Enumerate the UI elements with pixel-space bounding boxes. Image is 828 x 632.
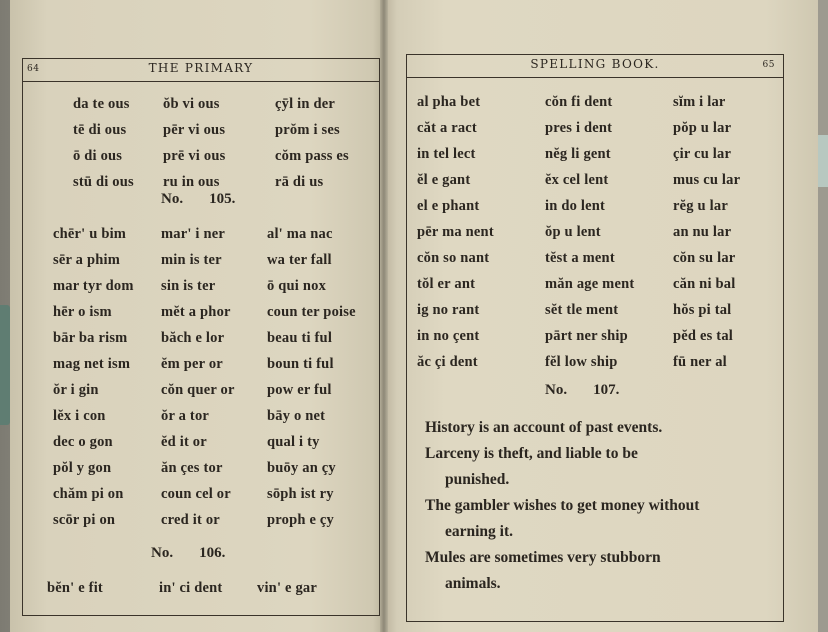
spelling-word: ru in ous [163, 174, 220, 190]
spelling-word: bār ba rism [53, 330, 128, 346]
spelling-word: mar' i ner [161, 226, 226, 242]
left-page-header [23, 59, 379, 82]
spelling-word: buōy an çy [267, 460, 336, 476]
section-label: No. [545, 382, 568, 398]
spelling-word: vin' e gar [257, 580, 317, 596]
spelling-word: tŏl er ant [417, 276, 476, 292]
right-page [384, 0, 818, 632]
word-column [53, 221, 161, 533]
spelling-word: hŏs pi tal [673, 302, 732, 318]
sentence-line: The gambler wishes to get money without [425, 497, 700, 514]
spelling-word: pēr vi ous [163, 122, 226, 138]
sentence-line-continued: punished. [445, 471, 510, 488]
word-column [159, 575, 257, 601]
spelling-word: sēr a phim [53, 252, 120, 268]
spelling-word: mus cu lar [673, 172, 741, 188]
spelling-word: coun ter poise [267, 304, 356, 320]
running-head: SPELLING BOOK. [530, 57, 660, 71]
spelling-word: mar tyr dom [53, 278, 134, 294]
sentence [425, 415, 781, 441]
spelling-word: chēr' u bim [53, 226, 127, 242]
spelling-word: cŏn quer or [161, 382, 235, 398]
left-page [10, 0, 384, 632]
spelling-word: ăn çes tor [161, 460, 223, 476]
running-head: THE PRIMARY [148, 61, 254, 75]
spelling-word: rĕg u lar [673, 198, 728, 214]
spelling-word: bāy o net [267, 408, 326, 424]
spelling-word: sĕt tle ment [545, 302, 619, 318]
spelling-word: al pha bet [417, 94, 481, 110]
spelling-word: ŏr a tor [161, 408, 210, 424]
spelling-word: ĕm per or [161, 356, 223, 372]
spelling-word: in tel lect [417, 146, 476, 162]
spelling-word: lĕx i con [53, 408, 106, 424]
sentence [425, 441, 781, 493]
spelling-word: fĕl low ship [545, 354, 618, 370]
spelling-word: da te ous [73, 96, 130, 112]
word-list-block-1 [417, 89, 773, 375]
spelling-word: pĕd es tal [673, 328, 733, 344]
spelling-word: ig no rant [417, 302, 480, 318]
spelling-word: mag net ism [53, 356, 131, 372]
word-column [163, 91, 275, 195]
spelling-word: pres i dent [545, 120, 613, 136]
spelling-word: cŏn so nant [417, 250, 490, 266]
spelling-word: in do lent [545, 198, 606, 214]
section-heading-105 [161, 191, 235, 208]
page-number: 65 [762, 60, 775, 70]
spelling-word: ĕl e gant [417, 172, 471, 188]
spelling-word: ō di ous [73, 148, 123, 164]
sentence [425, 545, 781, 597]
sentence [425, 493, 781, 545]
spelling-word: ăc çi dent [417, 354, 478, 370]
spelling-word: sĭm i lar [673, 94, 726, 110]
sentence-line: Mules are sometimes very stubborn [425, 549, 661, 566]
spelling-word: pŏp u lar [673, 120, 732, 136]
left-page-frame [22, 58, 380, 616]
spelling-word: pŏl y gon [53, 460, 112, 476]
word-column [73, 91, 163, 195]
spelling-word: pārt ner ship [545, 328, 628, 344]
sentence-line: History is an account of past events. [425, 419, 663, 436]
spelling-word: stū di ous [73, 174, 134, 190]
spelling-word: bĕn' e fit [47, 580, 103, 596]
section-label: No. [161, 191, 184, 207]
spelling-word: ŏb vi ous [163, 96, 220, 112]
spelling-word: hēr o ism [53, 304, 112, 320]
sentence-line-continued: animals. [445, 575, 501, 592]
spelling-word: min is ter [161, 252, 222, 268]
book-gutter [380, 0, 388, 632]
spelling-word: prē vi ous [163, 148, 226, 164]
spelling-word: qual i ty [267, 434, 320, 450]
spelling-word: căt a ract [417, 120, 477, 136]
spelling-word: scōr pi on [53, 512, 116, 528]
spelling-word: fū ner al [673, 354, 727, 370]
spelling-word: in' ci dent [159, 580, 223, 596]
spelling-word: in no çent [417, 328, 480, 344]
spelling-word: pēr ma nent [417, 224, 494, 240]
spelling-word: cŏn fi dent [545, 94, 613, 110]
spelling-word: cŏn su lar [673, 250, 736, 266]
spelling-word: an nu lar [673, 224, 732, 240]
spelling-word: ō qui nox [267, 278, 327, 294]
spelling-word: nĕg li gent [545, 146, 611, 162]
spelling-word: rā di us [275, 174, 324, 190]
reading-sentences [425, 415, 781, 597]
sentence-line-continued: earning it. [445, 523, 514, 540]
section-label: No. [151, 545, 174, 561]
spelling-word: cred it or [161, 512, 220, 528]
section-number: 106. [199, 545, 226, 561]
bookmark-tab [0, 305, 10, 425]
word-list-block-1 [73, 91, 375, 195]
spelling-word: çȳl in der [275, 96, 335, 112]
word-column [673, 89, 773, 375]
spelling-word: mĕt a phor [161, 304, 231, 320]
spelling-word: al' ma nac [267, 226, 333, 242]
section-heading-107 [545, 382, 619, 399]
spelling-word: ŏp u lent [545, 224, 601, 240]
spelling-word: proph e çy [267, 512, 334, 528]
word-column [275, 91, 375, 195]
spelling-word: căn ni bal [673, 276, 736, 292]
word-column [545, 89, 673, 375]
word-column [47, 575, 159, 601]
word-column [161, 221, 267, 533]
word-list-block-2 [53, 221, 383, 533]
spelling-word: ĕd it or [161, 434, 207, 450]
section-number: 107. [593, 382, 620, 398]
spelling-word: băch e lor [161, 330, 225, 346]
spelling-word: chăm pi on [53, 486, 124, 502]
section-number: 105. [209, 191, 236, 207]
word-column [267, 221, 383, 533]
spelling-word: cŏm pass es [275, 148, 349, 164]
spelling-word: boun ti ful [267, 356, 334, 372]
page-number: 64 [27, 64, 40, 74]
sentence-line: Larceny is theft, and liable to be [425, 445, 638, 462]
spelling-word: el e phant [417, 198, 480, 214]
spelling-word: coun cel or [161, 486, 231, 502]
spelling-word: tĕst a ment [545, 250, 615, 266]
spelling-word: tē di ous [73, 122, 127, 138]
word-list-block-3 [47, 575, 357, 601]
spelling-word: sōph ist ry [267, 486, 334, 502]
word-column [257, 575, 357, 601]
spelling-word: dec o gon [53, 434, 113, 450]
right-page-header [407, 55, 783, 78]
right-page-frame [406, 54, 784, 622]
spelling-word: ĕx cel lent [545, 172, 609, 188]
spelling-word: ŏr i gin [53, 382, 99, 398]
spelling-word: wa ter fall [267, 252, 332, 268]
spelling-word: pow er ful [267, 382, 332, 398]
spelling-word: măn age ment [545, 276, 635, 292]
bookmark-tab-right [818, 135, 828, 187]
spelling-word: prŏm i ses [275, 122, 340, 138]
section-heading-106 [151, 545, 225, 562]
spelling-word: beau ti ful [267, 330, 333, 346]
spelling-word: sin is ter [161, 278, 216, 294]
word-column [417, 89, 545, 375]
spelling-word: çir cu lar [673, 146, 732, 162]
